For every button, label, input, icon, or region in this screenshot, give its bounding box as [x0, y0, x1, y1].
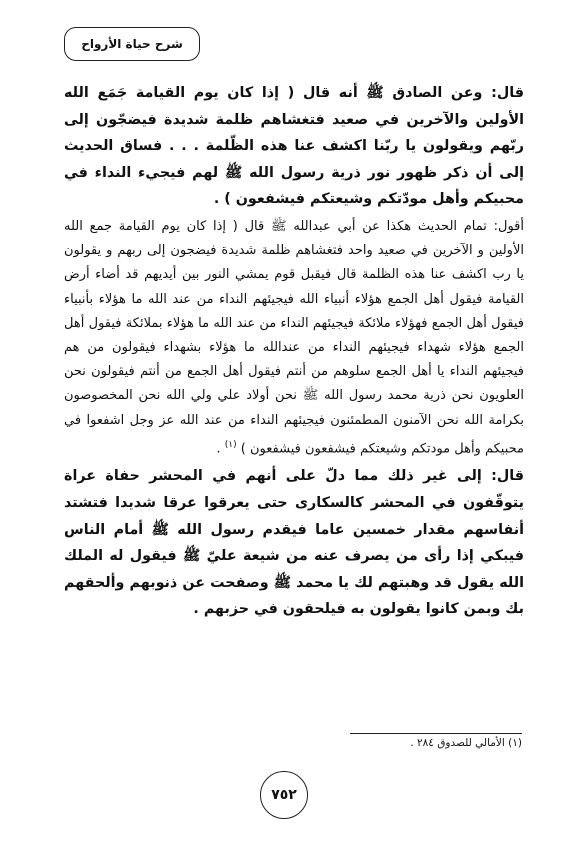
footnote-reference: (١) [224, 439, 237, 450]
footnote-divider [350, 733, 522, 734]
paragraph-3: قال: إلى غير ذلك مما دلّ على أنهم في المحشر حفاة عراة يتوقّفون في المحشر كالسكارى حتى يعرقوا عرقا شديدا فتشتد أنفاسهم مقدار خمسين عاما فيقدم رسول الله ﷺ أمام الناس فيبكي إذا رأى من يصرف عنه من شيعة عليّ ﷺ فيقول له الملك الله يقول قد وهبتهم لك يا محمد ﷺ وصفحت عن ذنوبهم وألحقهم بك وبمن كانوا يقولون به فيلحقون في حزبهم . [64, 468, 524, 618]
footnote: (١) الأمالي للصدوق ٢٨٤ . [410, 737, 522, 749]
running-header [64, 27, 200, 61]
page-number [260, 771, 308, 819]
header-title: شرح حياة الأرواح [81, 37, 183, 51]
page-number-text: ٧٥٢ [271, 787, 297, 803]
paragraph-2-text: أقول: تمام الحديث هكذا عن أبي عبدالله ﷺ قال ( إذا كان يوم القيامة جمع الله الأولين و الآخرين في صعيد واحد فتغشاهم ظلمة شديدة فيضجون إلى ربهم و يقولون يا رب اكشف عنا هذه الظلمة قال فيقبل قوم يمشي النور بين أيديهم قد أضاء أرض القيامة فيقول أهل الجمع هؤلاء أنبياء الله فيجيئهم النداء من عند الله ما هؤلاء بأنبياء فيقول أهل الجمع فهؤلاء ملائكة فيجيئهم النداء من عند الله ما هؤلاء بملائكة فيقول أهل الجمع هؤلاء شهداء فيجيئهم النداء من عندالله ما هؤلاء بشهداء فيقولون من هم فيجيئهم النداء يا أهل الجمع سلوهم من أنتم فيقول أهل الجمع من أنتم فيقولون نحن العلويون نحن ذرية محمد رسول الله ﷺ نحن أولاد علي ولي الله نحن المخصوصون بكرامة الله نحن الآمنون المطمئنون فيجيئهم النداء من عند الله عز وجل اشفعوا في محبيكم وأهل مودتكم وشيعتكم فيشفعون فيشفعون ) [64, 218, 524, 457]
page-body [64, 80, 524, 623]
paragraph-2: أقول: تمام الحديث هكذا عن أبي عبدالله ﷺ قال ( إذا كان يوم القيامة جمع الله الأولين و الآخرين في صعيد واحد فتغشاهم ظلمة شديدة فيضجون إلى ربهم و يقولون يا رب اكشف عنا هذه الظلمة قال فيقبل قوم يمشي النور بين أيديهم قد أضاء أرض القيامة فيقول أهل الجمع هؤلاء أنبياء الله فيجيئهم النداء من عند الله ما هؤلاء بأنبياء فيقول أهل الجمع فهؤلاء ملائكة فيجيئهم النداء من عند الله ما هؤلاء بملائكة فيقول أهل الجمع هؤلاء شهداء فيجيئهم النداء من عندالله ما هؤلاء بشهداء فيقولون من هم فيجيئهم النداء يا أهل الجمع سلوهم من أنتم فيقول أهل الجمع من أنتم فيقولون نحن العلويون نحن ذرية محمد رسول الله ﷺ نحن أولاد علي ولي الله نحن المخصوصون بكرامة الله نحن الآمنون المطمئنون فيجيئهم النداء من عند الله عز وجل اشفعوا في محبيكم وأهل مودتكم وشيعتكم فيشفعون فيشفعون ) $^{(١)}$ . [64, 218, 524, 457]
paragraph-1: قال: وعن الصادق ﷺ أنه قال ( إذا كان يوم القيامة جَمَع الله الأولين والآخرين في صعيد فتغشاهم ظلمة شديدة فيضجّون إلى ربّهم ويقولون يا ربّنا اكشف عنا هذه الظّلمة . . . فساق الحديث إلى أن ذكر ظهور نور ذرية رسول الله ﷺ لهم فيجيء النداء في محبيكم وأهل مودّتكم وشيعتكم فيشفعون ) . [64, 85, 524, 208]
